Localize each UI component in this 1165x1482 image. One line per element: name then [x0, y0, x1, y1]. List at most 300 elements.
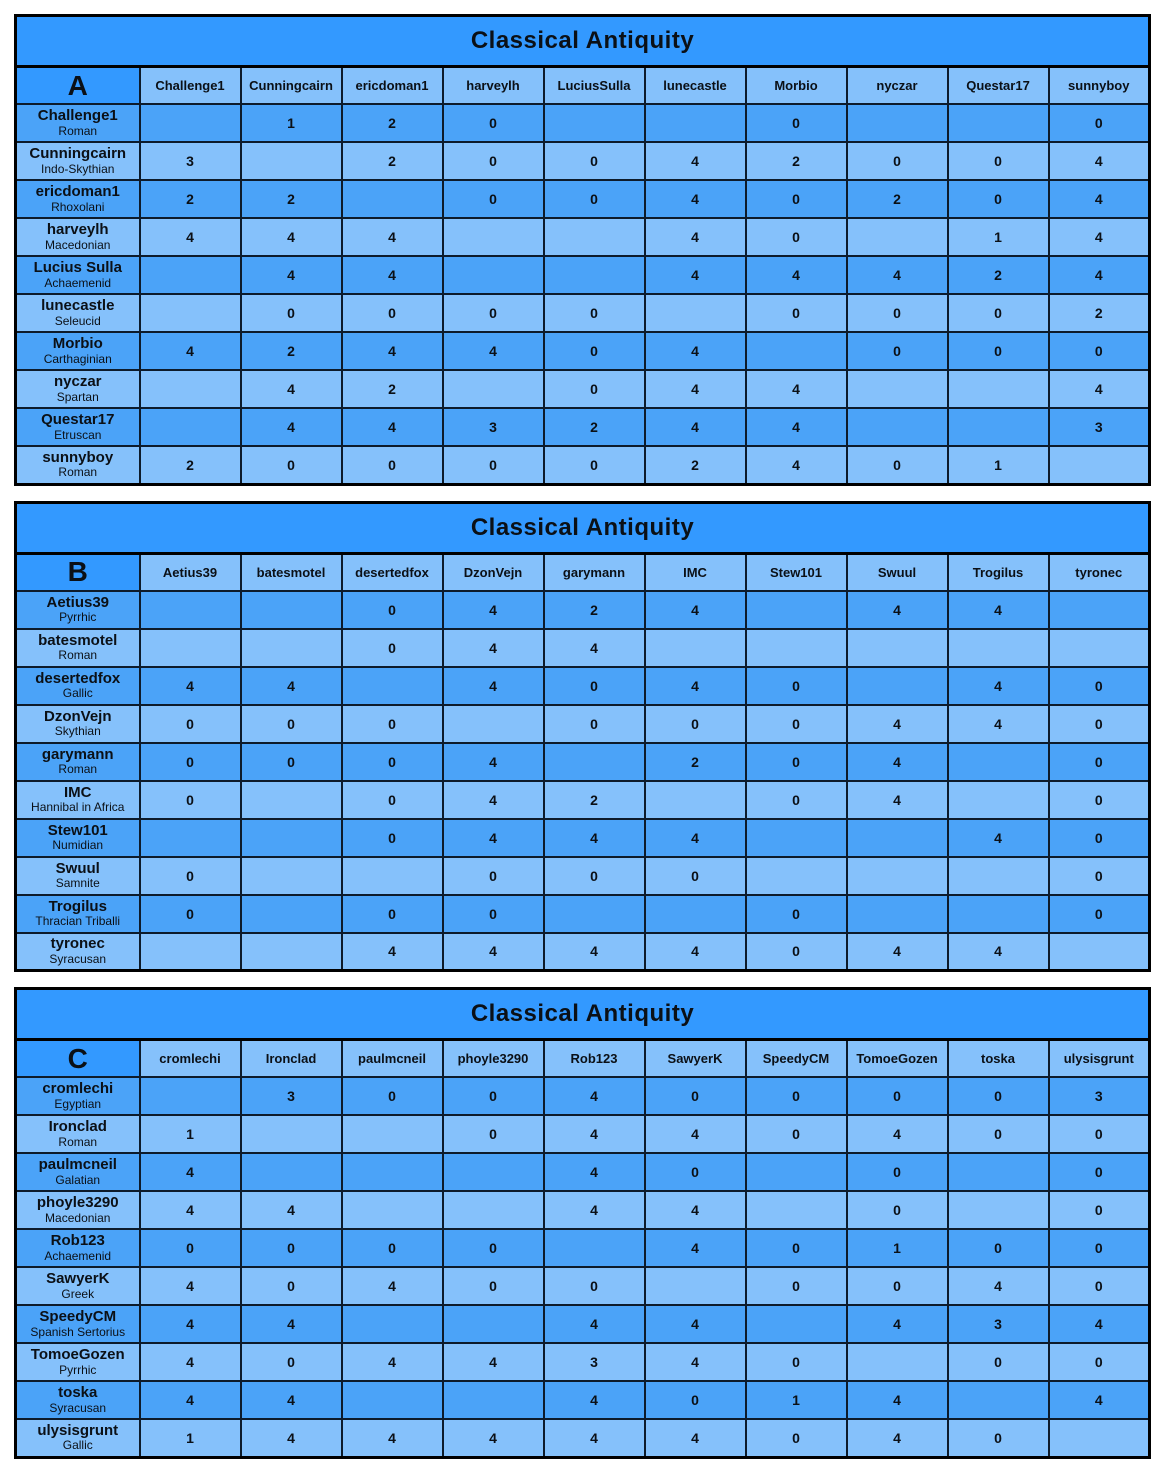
player-name-cell — [16, 142, 140, 180]
score-cell: 0 — [948, 180, 1049, 218]
score-cell: 0 — [342, 781, 443, 819]
score-cell: 0 — [544, 180, 645, 218]
player-row-stew101 — [16, 819, 1150, 857]
score-cell: 0 — [847, 446, 948, 484]
score-cell: 4 — [847, 705, 948, 743]
score-cell: 4 — [241, 1191, 342, 1229]
column-header-swuul: Swuul — [847, 553, 948, 591]
column-header-batesmotel: batesmotel — [241, 553, 342, 591]
score-cell: 0 — [544, 446, 645, 484]
score-cell: 0 — [1049, 819, 1150, 857]
title-row — [16, 989, 1150, 1040]
player-name: harveylh — [46, 221, 109, 239]
score-cell: 0 — [746, 933, 847, 971]
score-cell: 1 — [140, 1115, 241, 1153]
header-row — [16, 67, 1150, 105]
player-name-cell — [16, 408, 140, 446]
score-cell: 4 — [140, 1381, 241, 1419]
score-cell: 4 — [443, 629, 544, 667]
score-cell — [746, 1153, 847, 1191]
score-cell — [140, 819, 241, 857]
player-name-cell — [16, 591, 140, 629]
score-cell: 0 — [140, 743, 241, 781]
score-cell: 4 — [241, 667, 342, 705]
score-cell: 4 — [847, 256, 948, 294]
score-cell: 4 — [847, 1419, 948, 1457]
score-cell: 4 — [241, 408, 342, 446]
player-name-cell — [16, 667, 140, 705]
player-faction: Samnite — [55, 876, 100, 891]
score-cell: 0 — [241, 1229, 342, 1267]
score-cell: 4 — [645, 142, 746, 180]
diagonal-cell — [140, 1077, 241, 1115]
column-header-ericdoman1: ericdoman1 — [342, 67, 443, 105]
score-cell: 4 — [342, 1267, 443, 1305]
diagonal-cell — [645, 781, 746, 819]
score-cell — [140, 256, 241, 294]
score-cell: 1 — [847, 1229, 948, 1267]
score-cell: 4 — [241, 218, 342, 256]
player-row-ironclad — [16, 1115, 1150, 1153]
diagonal-cell — [1049, 1419, 1150, 1457]
score-cell: 4 — [645, 332, 746, 370]
player-row-speedycm — [16, 1305, 1150, 1343]
diagonal-cell — [544, 743, 645, 781]
score-cell: 3 — [1049, 408, 1150, 446]
score-cell: 4 — [746, 408, 847, 446]
score-cell: 4 — [645, 1191, 746, 1229]
group-letter: A — [16, 67, 140, 105]
diagonal-cell — [241, 629, 342, 667]
score-cell — [544, 104, 645, 142]
score-cell: 0 — [544, 1267, 645, 1305]
score-cell: 4 — [1049, 1381, 1150, 1419]
diagonal-cell — [342, 1153, 443, 1191]
player-faction: Roman — [58, 648, 98, 663]
score-cell: 0 — [948, 294, 1049, 332]
player-faction: Roman — [58, 1134, 98, 1149]
score-cell: 0 — [746, 743, 847, 781]
score-cell: 4 — [342, 218, 443, 256]
score-cell: 4 — [342, 256, 443, 294]
score-cell: 4 — [645, 667, 746, 705]
score-cell: 2 — [847, 180, 948, 218]
player-name: toska — [58, 1384, 98, 1402]
diagonal-cell — [241, 142, 342, 180]
score-cell: 0 — [948, 1115, 1049, 1153]
score-cell — [342, 1305, 443, 1343]
score-cell: 4 — [948, 933, 1049, 971]
score-cell: 4 — [443, 667, 544, 705]
player-name-cell — [16, 446, 140, 484]
score-cell: 0 — [544, 294, 645, 332]
score-cell: 4 — [241, 1419, 342, 1457]
score-cell: 4 — [948, 591, 1049, 629]
player-name-cell — [16, 1153, 140, 1191]
score-cell: 4 — [342, 933, 443, 971]
player-name: Ironclad — [48, 1118, 107, 1136]
table-title: Classical Antiquity — [16, 989, 1150, 1040]
score-cell: 4 — [544, 1305, 645, 1343]
diagonal-cell — [443, 1191, 544, 1229]
score-cell: 0 — [342, 1229, 443, 1267]
score-cell: 4 — [1049, 1305, 1150, 1343]
score-cell — [140, 933, 241, 971]
score-cell — [342, 857, 443, 895]
score-cell: 4 — [140, 1305, 241, 1343]
column-header-ulysisgrunt: ulysisgrunt — [1049, 1040, 1150, 1078]
score-cell: 4 — [847, 933, 948, 971]
player-faction: Syracusan — [49, 951, 107, 966]
score-cell: 2 — [140, 180, 241, 218]
score-cell: 0 — [847, 142, 948, 180]
score-cell: 0 — [746, 218, 847, 256]
player-row-cunningcairn — [16, 142, 1150, 180]
score-cell: 0 — [847, 294, 948, 332]
score-cell: 0 — [1049, 104, 1150, 142]
player-name-cell — [16, 819, 140, 857]
score-cell — [342, 1115, 443, 1153]
score-cell — [746, 1191, 847, 1229]
player-name: Questar17 — [41, 411, 115, 429]
player-name-cell — [16, 933, 140, 971]
score-cell: 0 — [847, 1191, 948, 1229]
score-cell: 4 — [645, 218, 746, 256]
player-name: Morbio — [52, 335, 103, 353]
score-cell: 4 — [746, 256, 847, 294]
player-name-cell — [16, 1229, 140, 1267]
player-name: IMC — [64, 783, 92, 801]
score-cell: 0 — [342, 629, 443, 667]
score-cell — [948, 629, 1049, 667]
diagonal-cell — [241, 1115, 342, 1153]
player-row-ulysisgrunt — [16, 1419, 1150, 1457]
player-faction: Gallic — [62, 1438, 93, 1453]
column-header-phoyle3290: phoyle3290 — [443, 1040, 544, 1078]
score-cell — [948, 1191, 1049, 1229]
column-header-desertedfox: desertedfox — [342, 553, 443, 591]
score-cell: 0 — [847, 1153, 948, 1191]
score-cell — [948, 370, 1049, 408]
score-cell: 4 — [948, 819, 1049, 857]
column-header-paulmcneil: paulmcneil — [342, 1040, 443, 1078]
score-cell: 0 — [746, 104, 847, 142]
score-cell: 0 — [241, 1267, 342, 1305]
score-cell: 0 — [746, 1419, 847, 1457]
score-cell: 4 — [948, 705, 1049, 743]
score-cell: 4 — [140, 1343, 241, 1381]
score-cell: 0 — [443, 446, 544, 484]
score-cell: 4 — [544, 819, 645, 857]
player-name: DzonVejn — [43, 707, 112, 725]
diagonal-cell — [645, 1267, 746, 1305]
score-cell: 0 — [443, 104, 544, 142]
player-row-garymann — [16, 743, 1150, 781]
column-header-cromlechi: cromlechi — [140, 1040, 241, 1078]
player-row-ericdoman1 — [16, 180, 1150, 218]
crosstable-b — [14, 501, 1151, 973]
player-faction: Carthaginian — [43, 351, 112, 366]
score-cell: 0 — [342, 1077, 443, 1115]
player-name: Rob123 — [50, 1232, 105, 1250]
column-header-garymann: garymann — [544, 553, 645, 591]
score-cell: 4 — [544, 933, 645, 971]
column-header-trogilus: Trogilus — [948, 553, 1049, 591]
score-cell — [241, 933, 342, 971]
diagonal-cell — [746, 1305, 847, 1343]
diagonal-cell — [342, 180, 443, 218]
score-cell — [948, 1153, 1049, 1191]
player-faction: Pyrrhic — [59, 610, 97, 625]
score-cell — [847, 819, 948, 857]
player-row-paulmcneil — [16, 1153, 1150, 1191]
player-name: ericdoman1 — [35, 183, 120, 201]
score-cell: 0 — [948, 332, 1049, 370]
diagonal-cell — [847, 857, 948, 895]
group-a-crosstable — [14, 14, 1151, 486]
score-cell — [847, 895, 948, 933]
player-name: phoyle3290 — [36, 1194, 119, 1212]
player-name: Challenge1 — [37, 107, 118, 125]
player-row-phoyle3290 — [16, 1191, 1150, 1229]
score-cell: 0 — [1049, 332, 1150, 370]
score-cell: 0 — [443, 895, 544, 933]
score-cell: 4 — [1049, 370, 1150, 408]
score-cell: 0 — [948, 1343, 1049, 1381]
table-title: Classical Antiquity — [16, 502, 1150, 553]
score-cell: 1 — [746, 1381, 847, 1419]
score-cell: 1 — [241, 104, 342, 142]
score-cell: 0 — [746, 294, 847, 332]
diagonal-cell — [847, 1343, 948, 1381]
score-cell: 0 — [443, 1115, 544, 1153]
score-cell — [847, 218, 948, 256]
player-faction: Rhoxolani — [51, 199, 105, 214]
player-name: tyronec — [50, 935, 105, 953]
player-name-cell — [16, 1419, 140, 1457]
group-b-crosstable — [14, 501, 1151, 973]
score-cell — [847, 104, 948, 142]
score-cell: 4 — [847, 1381, 948, 1419]
score-cell — [140, 408, 241, 446]
player-name: cromlechi — [42, 1080, 114, 1098]
player-name: Trogilus — [48, 897, 107, 915]
score-cell — [342, 1191, 443, 1229]
player-name: Lucius Sulla — [33, 259, 122, 277]
group-letter: C — [16, 1040, 140, 1078]
player-row-nyczar — [16, 370, 1150, 408]
score-cell: 4 — [645, 180, 746, 218]
score-cell — [1049, 629, 1150, 667]
column-header-lunecastle: lunecastle — [645, 67, 746, 105]
player-faction: Macedonian — [45, 1210, 111, 1225]
score-cell: 0 — [1049, 857, 1150, 895]
diagonal-cell — [746, 332, 847, 370]
score-cell — [544, 218, 645, 256]
title-row — [16, 16, 1150, 67]
column-header-ironclad: Ironclad — [241, 1040, 342, 1078]
diagonal-cell — [544, 1229, 645, 1267]
player-faction: Roman — [58, 123, 98, 138]
column-header-sunnyboy: sunnyboy — [1049, 67, 1150, 105]
column-header-rob123: Rob123 — [544, 1040, 645, 1078]
score-cell — [443, 1305, 544, 1343]
score-cell — [342, 1381, 443, 1419]
score-cell: 0 — [1049, 895, 1150, 933]
score-cell: 0 — [746, 705, 847, 743]
score-cell: 0 — [443, 857, 544, 895]
score-cell — [645, 104, 746, 142]
score-cell: 0 — [847, 332, 948, 370]
score-cell — [847, 629, 948, 667]
score-cell: 4 — [1049, 218, 1150, 256]
score-cell — [241, 819, 342, 857]
player-faction: Seleucid — [54, 313, 101, 328]
player-faction: Etruscan — [54, 427, 102, 442]
player-row-lunecastle — [16, 294, 1150, 332]
player-row-dzonvejn — [16, 705, 1150, 743]
diagonal-cell — [1049, 446, 1150, 484]
player-name: paulmcneil — [38, 1156, 117, 1174]
player-name-cell — [16, 1305, 140, 1343]
score-cell: 2 — [645, 446, 746, 484]
score-cell: 0 — [1049, 1267, 1150, 1305]
player-row-aetius39 — [16, 591, 1150, 629]
score-cell: 4 — [342, 408, 443, 446]
player-name: nyczar — [53, 373, 102, 391]
score-cell: 4 — [645, 1305, 746, 1343]
score-cell: 4 — [847, 591, 948, 629]
score-cell — [544, 895, 645, 933]
score-cell: 4 — [443, 591, 544, 629]
score-cell: 2 — [645, 743, 746, 781]
player-row-tyronec — [16, 933, 1150, 971]
score-cell: 4 — [645, 408, 746, 446]
score-cell: 4 — [544, 1381, 645, 1419]
score-cell: 0 — [746, 1077, 847, 1115]
score-cell: 4 — [342, 1419, 443, 1457]
score-cell: 0 — [140, 705, 241, 743]
score-cell: 0 — [948, 142, 1049, 180]
score-cell — [645, 895, 746, 933]
player-faction: Egyptian — [54, 1096, 102, 1111]
score-cell: 4 — [645, 1343, 746, 1381]
player-faction: Achaemenid — [44, 275, 112, 290]
score-cell — [948, 781, 1049, 819]
score-cell: 4 — [140, 218, 241, 256]
score-cell — [847, 408, 948, 446]
diagonal-cell — [443, 218, 544, 256]
player-name-cell — [16, 256, 140, 294]
score-cell: 2 — [544, 591, 645, 629]
score-cell — [443, 1153, 544, 1191]
player-name-cell — [16, 1077, 140, 1115]
score-cell: 3 — [140, 142, 241, 180]
score-cell: 4 — [443, 743, 544, 781]
score-cell — [948, 743, 1049, 781]
player-row-cromlechi — [16, 1077, 1150, 1115]
score-cell: 0 — [443, 294, 544, 332]
player-name-cell — [16, 1191, 140, 1229]
score-cell: 2 — [544, 781, 645, 819]
player-name: Aetius39 — [46, 593, 110, 611]
player-row-sunnyboy — [16, 446, 1150, 484]
column-header-harveylh: harveylh — [443, 67, 544, 105]
score-cell: 0 — [443, 142, 544, 180]
group-letter: B — [16, 553, 140, 591]
player-faction: Roman — [58, 762, 98, 777]
player-name-cell — [16, 294, 140, 332]
score-cell: 0 — [140, 781, 241, 819]
player-name-cell — [16, 1115, 140, 1153]
score-cell: 2 — [241, 180, 342, 218]
score-cell: 4 — [645, 819, 746, 857]
score-cell: 0 — [241, 705, 342, 743]
player-name: sunnyboy — [42, 448, 114, 466]
player-name: SpeedyCM — [39, 1308, 117, 1326]
score-cell: 4 — [544, 1419, 645, 1457]
score-cell: 0 — [241, 294, 342, 332]
score-cell: 0 — [1049, 667, 1150, 705]
score-cell: 4 — [948, 1267, 1049, 1305]
score-cell: 0 — [140, 857, 241, 895]
score-cell — [140, 370, 241, 408]
score-cell: 0 — [1049, 1115, 1150, 1153]
score-cell: 4 — [443, 781, 544, 819]
score-cell: 0 — [544, 142, 645, 180]
player-name-cell — [16, 104, 140, 142]
column-header-morbio: Morbio — [746, 67, 847, 105]
player-row-lucius-sulla — [16, 256, 1150, 294]
crosstable-a — [14, 14, 1151, 486]
diagonal-cell — [948, 1381, 1049, 1419]
score-cell: 0 — [544, 705, 645, 743]
score-cell — [241, 857, 342, 895]
score-cell: 0 — [746, 1343, 847, 1381]
score-cell — [645, 629, 746, 667]
score-cell: 3 — [948, 1305, 1049, 1343]
player-row-trogilus — [16, 895, 1150, 933]
score-cell: 0 — [847, 1267, 948, 1305]
player-name: SawyerK — [46, 1270, 110, 1288]
score-cell: 4 — [342, 332, 443, 370]
score-cell: 0 — [746, 180, 847, 218]
score-cell: 0 — [544, 332, 645, 370]
score-cell: 0 — [746, 781, 847, 819]
player-row-morbio — [16, 332, 1150, 370]
score-cell: 0 — [443, 1229, 544, 1267]
diagonal-cell — [645, 294, 746, 332]
player-faction: Spartan — [56, 389, 99, 404]
player-faction: Roman — [58, 465, 98, 480]
score-cell — [746, 591, 847, 629]
score-cell: 4 — [948, 667, 1049, 705]
score-cell: 0 — [544, 370, 645, 408]
score-cell: 0 — [746, 1229, 847, 1267]
score-cell: 4 — [342, 1343, 443, 1381]
score-cell: 0 — [241, 743, 342, 781]
score-cell: 0 — [342, 705, 443, 743]
score-cell — [443, 1381, 544, 1419]
score-cell: 0 — [241, 446, 342, 484]
player-name-cell — [16, 781, 140, 819]
score-cell: 0 — [140, 1229, 241, 1267]
score-cell: 3 — [443, 408, 544, 446]
score-cell — [241, 781, 342, 819]
player-name-cell — [16, 1267, 140, 1305]
player-faction: Spanish Sertorius — [30, 1324, 126, 1339]
score-cell: 3 — [1049, 1077, 1150, 1115]
